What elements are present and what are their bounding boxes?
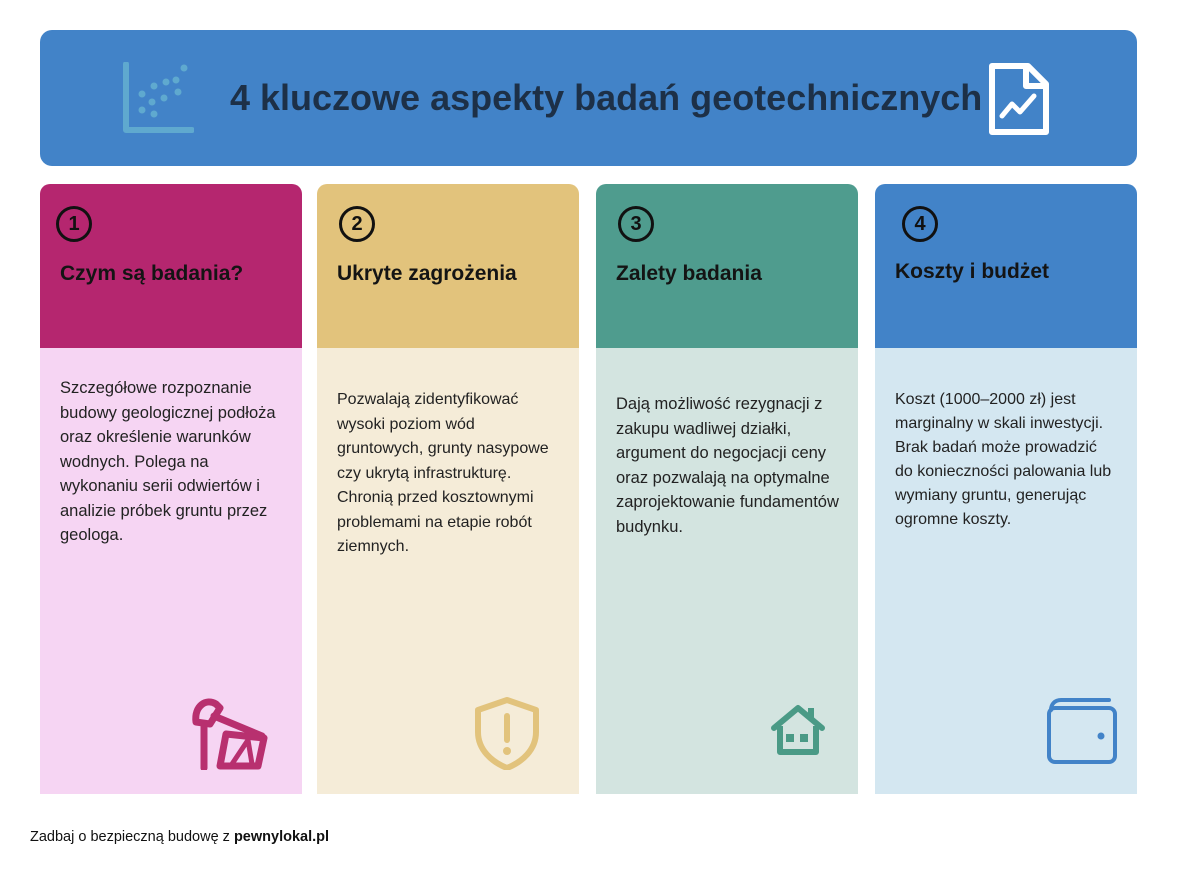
card-body xyxy=(40,348,302,794)
card-3 xyxy=(596,184,858,794)
card-number: 1 xyxy=(56,206,92,242)
card-body xyxy=(317,348,579,794)
card-text: Koszt (1000–2000 zł) jest marginalny w skali inwestycji. Brak badań może prowadzić do konieczności palowania lub wymiany gruntu, generując ogromne koszty. xyxy=(895,391,1112,528)
card-header xyxy=(875,184,1137,348)
card-title: Czym są badania? xyxy=(60,262,244,285)
card-number: 3 xyxy=(618,206,654,242)
document-chart-icon xyxy=(988,62,1050,136)
wallet-icon xyxy=(1045,696,1119,766)
house-icon xyxy=(770,704,826,756)
card-text: Dają możliwość rezygnacji z zakupu wadliwej działki, argument do negocjacji ceny oraz pozwalają na optymalne zaprojektowanie fundamentów budynku. xyxy=(616,395,839,536)
card-2 xyxy=(317,184,579,794)
footer-text: Zadbaj o bezpieczną budowę z xyxy=(30,829,234,845)
card-body xyxy=(596,348,858,794)
card-title: Ukryte zagrożenia xyxy=(337,262,517,285)
card-1 xyxy=(40,184,302,794)
card-text: Szczegółowe rozpoznanie budowy geologicznej podłoża oraz określenie warunków wodnych. Polega na wykonaniu serii odwiertów i analizie próbek gruntu przez geologa. xyxy=(60,379,276,544)
scatter-chart-icon xyxy=(122,62,194,134)
card-text: Pozwalają zidentyfikować wysoki poziom wód gruntowych, grunty nasypowe czy ukrytą infrastrukturę. Chronią przed kosztownymi problemami na etapie robót ziemnych. xyxy=(337,391,549,555)
card-header xyxy=(596,184,858,348)
card-header xyxy=(40,184,302,348)
page-title: 4 kluczowe aspekty badań geotechnicznych xyxy=(230,77,983,118)
shield-warning-icon xyxy=(474,696,540,770)
header-banner xyxy=(40,30,1137,166)
card-title: Koszty i budżet xyxy=(895,260,1050,283)
oil-pump-icon xyxy=(190,694,270,770)
footer-brand: pewnylokal.pl xyxy=(233,829,330,845)
card-4 xyxy=(875,184,1137,794)
card-body xyxy=(875,348,1137,794)
card-title: Zalety badania xyxy=(616,262,762,285)
card-header xyxy=(317,184,579,348)
card-number: 4 xyxy=(902,206,938,242)
footer xyxy=(30,829,329,845)
card-number: 2 xyxy=(339,206,375,242)
